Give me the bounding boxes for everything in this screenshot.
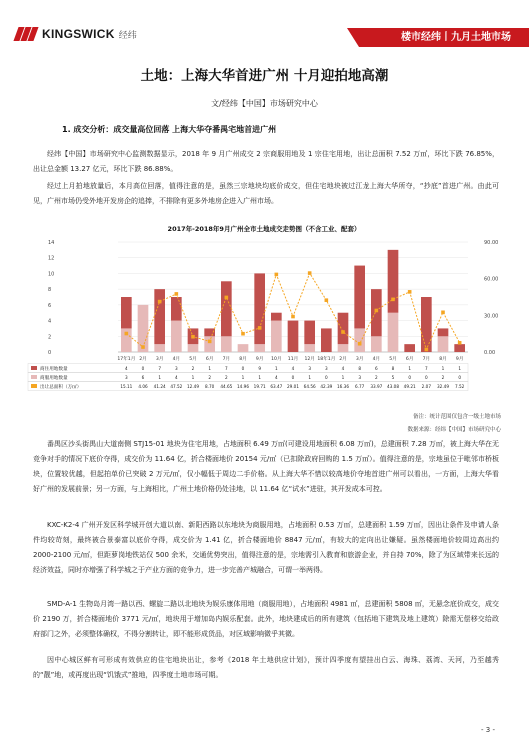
bar-residential (421, 297, 432, 352)
chart-note: 备注：统计范围仅包含一级土地市场 (412, 414, 501, 420)
table-cell: 33.97 (370, 384, 383, 389)
line-point (241, 332, 245, 336)
bar-commercial (271, 321, 282, 352)
table-cell: 2 (441, 375, 445, 380)
bar-commercial (188, 344, 199, 352)
table-cell: 43.08 (387, 384, 399, 389)
x-tick-label: 12月 (304, 357, 315, 362)
table-cell: 14.96 (237, 384, 249, 389)
bar-commercial (354, 328, 365, 352)
page-number: - 3 - (481, 726, 495, 734)
bar-residential (354, 266, 365, 329)
table-cell: 1 (241, 375, 245, 380)
table-cell: 1 (458, 366, 462, 371)
x-tick-label: 4月 (372, 357, 381, 362)
table-cell: 4 (274, 375, 278, 380)
line-point (391, 298, 395, 302)
bar-commercial (171, 321, 182, 352)
table-cell: 0 (291, 375, 295, 380)
line-point (441, 310, 445, 314)
line-point (291, 315, 295, 319)
table-row (28, 364, 468, 373)
table-cell: 4 (124, 366, 128, 371)
y-left-tick-label: 4 (48, 318, 52, 325)
table-cell: 49.21 (403, 384, 416, 389)
chart-title: 2017年-2018年9月广州全市土地成交走势图（不含工业、配套） (167, 225, 361, 233)
table-row-label: 商服用地数量 (40, 376, 68, 381)
table-cell: 42.39 (320, 384, 333, 389)
table-cell: 4 (341, 366, 345, 371)
table-cell: 41.24 (153, 384, 166, 389)
line-point (458, 341, 462, 345)
y-right-tick-label: 90.00 (484, 240, 499, 246)
bar-residential (338, 313, 349, 344)
table-cell: 7 (224, 366, 228, 371)
logo-mark-icon (14, 26, 38, 42)
table-cell: 2.07 (421, 384, 431, 389)
table-cell: 5 (391, 375, 395, 380)
table-cell: 6 (374, 366, 378, 371)
line-point (341, 330, 345, 334)
bar-residential (171, 297, 182, 321)
table-cell: 4 (291, 366, 295, 371)
x-tick-label: 6月 (405, 357, 414, 362)
table-cell: 1 (308, 375, 312, 380)
x-tick-label: 11月 (287, 357, 299, 362)
table-cell: 32.49 (437, 384, 449, 389)
x-tick-label: 5月 (389, 357, 397, 362)
x-tick-label: 6月 (205, 357, 214, 362)
table-cell: 19.71 (253, 384, 266, 389)
bar-commercial (371, 336, 382, 352)
article-title: 土地：上海大华首进广州 十月迎拍地高潮 (140, 68, 389, 84)
table-cell: 44.65 (220, 384, 233, 389)
y-left-tick-label: 12 (48, 255, 55, 262)
paragraph: 番禺区沙头街禺山大道南侧 STJ15-01 地块为住宅用地，占地面积 6.49 万㎡(可建设用地面积 6.08 万㎡)，总建面积 7.28 万㎡，被上海大华在无竞争对手的情况下底价夺得，成交价为 11.64 亿，折合楼面地价 20154 元/㎡（已扣除政府回购的 1.5 万㎡）。值得注意的是，宗地虽位于毗邻市桥板块，位置较优越，但起拍单价已突破 2 万元/㎡，仅小幅低于周边二手价格。从上海大华不惜以较高地价夺地首进广州可以看出，一方面，上海大华看好广州的发展前景；另一方面，与上海相比，广州土地价格仍处洼地，以 11.64 亿“试水”进驻，其开发成本可控。 (33, 440, 499, 493)
bar-commercial (338, 344, 349, 352)
paragraph: 经纬【中国】市场研究中心监测数据显示，2018 年 9 月广州成交 2 宗商服用地及 1 宗住宅用地，出让总面积 7.52 万㎡，环比下跌 76.85%，出让总金额 13.27 亿元，环比下跌 86.88%。 (33, 150, 499, 173)
bar-residential (154, 289, 165, 344)
table-cell: 0 (141, 366, 145, 371)
line-point (358, 342, 362, 346)
table-cell: 1 (191, 375, 195, 380)
table-cell: 3 (308, 366, 312, 371)
logo-text: KINGSWICK (42, 27, 115, 41)
table-row-label: 出让总面积（万㎡） (40, 385, 82, 390)
y-left-tick-label: 6 (48, 302, 52, 309)
company-logo (14, 26, 137, 42)
table-cell: 2 (208, 375, 212, 380)
table-cell: 2 (191, 366, 195, 371)
x-tick-label: 2月 (139, 357, 147, 362)
bar-residential (388, 250, 399, 313)
table-cell: 0 (324, 375, 328, 380)
y-left-tick-label: 14 (48, 240, 55, 246)
bar-residential (288, 321, 299, 352)
table-cell: 1 (441, 366, 445, 371)
header-banner: 楼市经纬丨九月土地市场 (359, 28, 529, 47)
line-point (158, 300, 162, 304)
table-cell: 12.49 (187, 384, 199, 389)
line-point (191, 335, 195, 339)
bar-residential (404, 344, 415, 352)
paragraph: 因中心城区鲜有可形成有效供应的住宅地块出让，参考《2018 年土地供应计划》，预计四季度有望挂出白云、海珠、荔湾、天河，乃至越秀的“靓”地，或再度出现“饥饿式”推地，四季度土地市场可期。 (33, 656, 499, 679)
article-byline: 文/经纬【中国】市场研究中心 (211, 99, 318, 108)
page-header (0, 0, 529, 56)
table-cell: 0 (458, 375, 462, 380)
line-point (408, 290, 412, 294)
table-cell: 8 (358, 366, 362, 371)
line-point (308, 271, 312, 275)
table-cell: 1 (258, 375, 262, 380)
bar-residential (271, 313, 282, 321)
paragraph: SMD-A-1 生物岛月湾一路以西、螺旋二路以北地块为娱乐康体用地（商服用地），占地面积 4981 ㎡，总建面积 5808 ㎡，无悬念底价成交，成交价 2190 万，折合楼面地价 3771 元/㎡，地块用于增加岛内娱乐配套。此外，地块建成后的所有建筑（包括地下建筑及地上建筑）除需无偿移交给政府部门之外，必须整体确权，不得分割转让，即不能形成货品，对区域影响微乎其微。 (33, 600, 499, 638)
line-point (425, 348, 429, 352)
table-cell: 4 (174, 375, 178, 380)
table-cell: 15.11 (120, 384, 133, 389)
bar-commercial (204, 336, 215, 352)
table-cell: 29.01 (287, 384, 299, 389)
table-cell: 3 (174, 366, 178, 371)
line-point (275, 273, 279, 277)
line-point (125, 332, 129, 336)
table-row-label: 商住用地数量 (40, 367, 68, 372)
bar-residential (454, 344, 465, 352)
y-left-tick-label: 0 (48, 350, 52, 356)
bar-commercial (438, 336, 449, 352)
line-point (141, 345, 145, 349)
legend-swatch (31, 384, 37, 388)
x-tick-label: 10月 (271, 357, 282, 362)
line-point (325, 298, 329, 302)
y-right-tick-label: 0.00 (484, 350, 496, 356)
table-cell: 63.47 (270, 384, 283, 389)
legend-swatch (31, 366, 37, 370)
x-tick-label: 8月 (439, 357, 447, 362)
bar-commercial (254, 344, 265, 352)
paragraph: 经过上月拍地放量后，本月高位回落，值得注意的是，虽然三宗地块均底价成交，但住宅地块被过江龙上海大华所夺，“抄底”首进广州。由此可见，广州市场仍受外地开发房企的追捧，不排除有更多外地房企进入广州市场。 (33, 182, 499, 205)
table-cell: 7 (158, 366, 162, 371)
table-cell: 0 (408, 375, 412, 380)
chart-svg (26, 232, 502, 402)
table-cell: 2 (374, 375, 378, 380)
table-cell: 8.70 (205, 384, 215, 389)
table-cell: 1 (208, 366, 212, 371)
bar-commercial (221, 336, 232, 352)
table-cell: 2 (224, 375, 228, 380)
bar-residential (321, 328, 332, 352)
table-cell: 7.52 (455, 384, 465, 389)
x-tick-label: 3月 (355, 357, 364, 362)
chart-source: 数据来源：经纬【中国】市场研究中心 (407, 427, 501, 433)
table-row (28, 373, 468, 382)
table-cell: 9 (258, 366, 262, 371)
y-left-tick-label: 10 (48, 271, 55, 278)
logo-cn: 经纬 (118, 30, 137, 41)
x-tick-label: 8月 (239, 357, 247, 362)
bar-residential (371, 289, 382, 336)
table-cell: 4.06 (138, 384, 148, 389)
banner-fold (347, 28, 359, 47)
land-transaction-chart (26, 224, 502, 402)
bar-residential (254, 273, 265, 344)
x-tick-label: 7月 (222, 357, 231, 362)
table-cell: 0 (424, 375, 428, 380)
table-cell: 0 (241, 366, 245, 371)
bar-commercial (238, 344, 249, 352)
bar-residential (438, 328, 449, 336)
bar-commercial (304, 344, 315, 352)
table-cell: 1 (274, 366, 278, 371)
bar-commercial (154, 344, 165, 352)
bar-residential (221, 281, 232, 336)
table-cell: 1 (408, 366, 412, 371)
table-cell: 6.77 (355, 384, 365, 389)
x-tick-label: 4月 (172, 357, 181, 362)
line-point (258, 326, 262, 330)
table-cell: 3 (124, 375, 128, 380)
line-point (175, 292, 179, 296)
y-left-tick-label: 2 (48, 334, 52, 341)
table-cell: 8 (391, 366, 395, 371)
table-cell: 47.52 (170, 384, 183, 389)
x-tick-label: 9月 (255, 357, 264, 362)
legend-swatch (31, 375, 37, 379)
bar-commercial (388, 313, 399, 352)
line-point (225, 296, 229, 300)
x-tick-label: 3月 (155, 357, 164, 362)
bar-commercial (138, 305, 149, 352)
y-right-tick-label: 30.00 (484, 313, 499, 320)
table-cell: 6 (141, 375, 145, 380)
y-left-tick-label: 8 (48, 287, 52, 294)
x-tick-label: 7月 (422, 357, 431, 362)
section-heading: 1. 成交分析：成交量高位回落 上海大华夺番禺宅地首进广州 (62, 125, 277, 134)
x-tick-label: 5月 (189, 357, 197, 362)
x-tick-label: 18年1月 (317, 357, 336, 362)
x-tick-label: 17年1月 (117, 357, 136, 362)
table-cell: 3 (358, 375, 362, 380)
line-point (375, 309, 379, 313)
table-cell: 7 (424, 366, 428, 371)
bar-residential (304, 321, 315, 345)
paragraph: KXC-K2-4 广州开发区科学城开创大道以南、新阳西路以东地块为商服用地，占地面积 0.53 万㎡，总建面积 1.59 万㎡，因出让条件及申请人条件均较苛刻，最终被合景泰富以底价夺得，成交价为 1.41 亿，折合楼面地价 8847 元/㎡，有较大的定向出让嫌疑。虽然楼面地价较周边高出约 2000-2100 元/㎡，但距萝岗地铁站仅 500 余米，交通优势突出，值得注意的是，宗地需引入教育和旅游企业，并自持 70%，除了为区域带来长远的经济效益，同时亦增强了科学城之于产业方面的竞争力，进一步完善产城融合，可谓一举两得。 (33, 521, 499, 574)
line-point (208, 340, 212, 344)
x-tick-label: 9月 (455, 357, 464, 362)
table-cell: 64.56 (303, 384, 316, 389)
table-cell: 1 (158, 375, 162, 380)
table-cell: 3 (324, 366, 328, 371)
table-cell: 16.36 (337, 384, 349, 389)
table-cell: 1 (341, 375, 345, 380)
y-right-tick-label: 60.00 (484, 276, 499, 283)
bar-residential (121, 297, 132, 328)
x-tick-label: 2月 (339, 357, 347, 362)
